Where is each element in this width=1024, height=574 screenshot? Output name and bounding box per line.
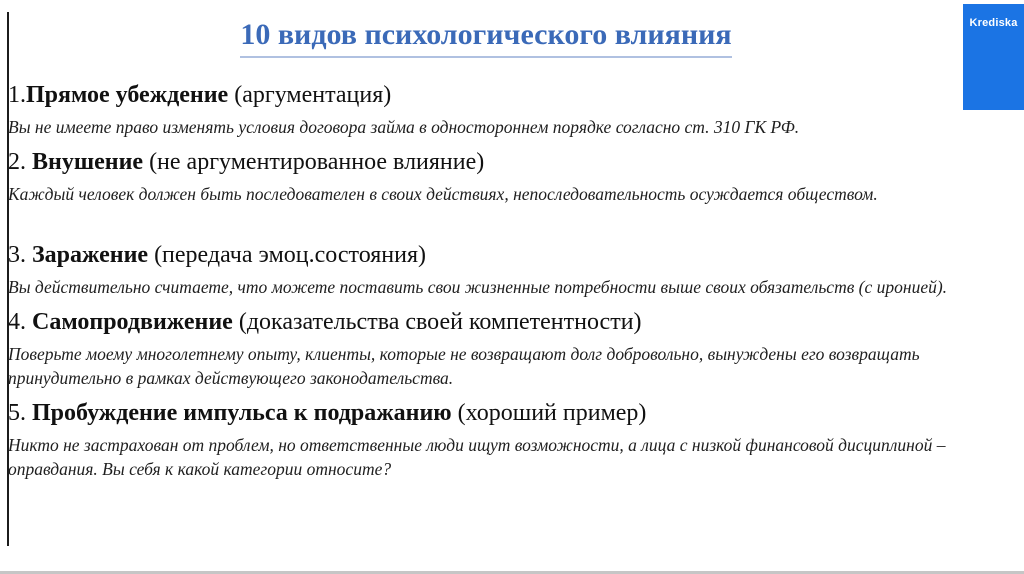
item-number: 1. (8, 81, 26, 108)
page-title: 10 видов психологического влияния (240, 16, 731, 58)
influence-item-4-example: Поверьте моему многолетнему опыту, клиенты, которые не возвращают долг добровольно, вынуждены его возвращать принудительно в рамках действующего законодательства. (8, 343, 920, 389)
influence-item-2-heading (8, 147, 980, 177)
influence-item-5-heading (8, 398, 980, 428)
item-term: Прямое убеждение (26, 81, 229, 108)
title-row (8, 0, 964, 58)
item-term: Пробуждение импульса к подражанию (32, 400, 452, 427)
brand-label: Krediska (969, 17, 1018, 29)
item-term: Внушение (32, 148, 144, 175)
influence-item-3-example: Вы действительно считаете, что можете поставить свои жизненные потребности выше своих обязательств (с иронией). (8, 276, 948, 297)
item-detail: (не аргументированное влияние) (143, 148, 485, 175)
influence-item-5-example: Никто не застрахован от проблем, но ответственные люди ищут возможности, а лица с низкой финансовой дисциплиной – оправдания. Вы себя к какой категории относите? (8, 435, 946, 480)
item-detail: (передача эмоц.состояния) (148, 241, 427, 268)
item-number: 5. (8, 400, 32, 427)
influence-item-4-heading (8, 307, 980, 337)
slide-content (0, 80, 1024, 482)
influence-item-1-heading (8, 80, 980, 110)
influence-item-2-example: Каждый человек должен быть последователен в своих действиях, непоследовательность осуждается обществом. (8, 183, 878, 204)
item-term: Заражение (32, 241, 149, 268)
item-detail: (аргументация) (228, 81, 392, 108)
item-detail: (хороший пример) (451, 400, 647, 427)
item-number: 4. (8, 308, 32, 335)
item-number: 2. (8, 148, 32, 175)
item-detail: (доказательства своей компетентности) (232, 308, 642, 335)
item-number: 3. (8, 241, 32, 268)
influence-item-3-heading (8, 240, 980, 270)
influence-item-1-example: Вы не имеете право изменять условия договора займа в одностороннем порядке согласно ст. 310 ГК РФ. (8, 116, 800, 137)
item-term: Самопродвижение (32, 308, 233, 335)
